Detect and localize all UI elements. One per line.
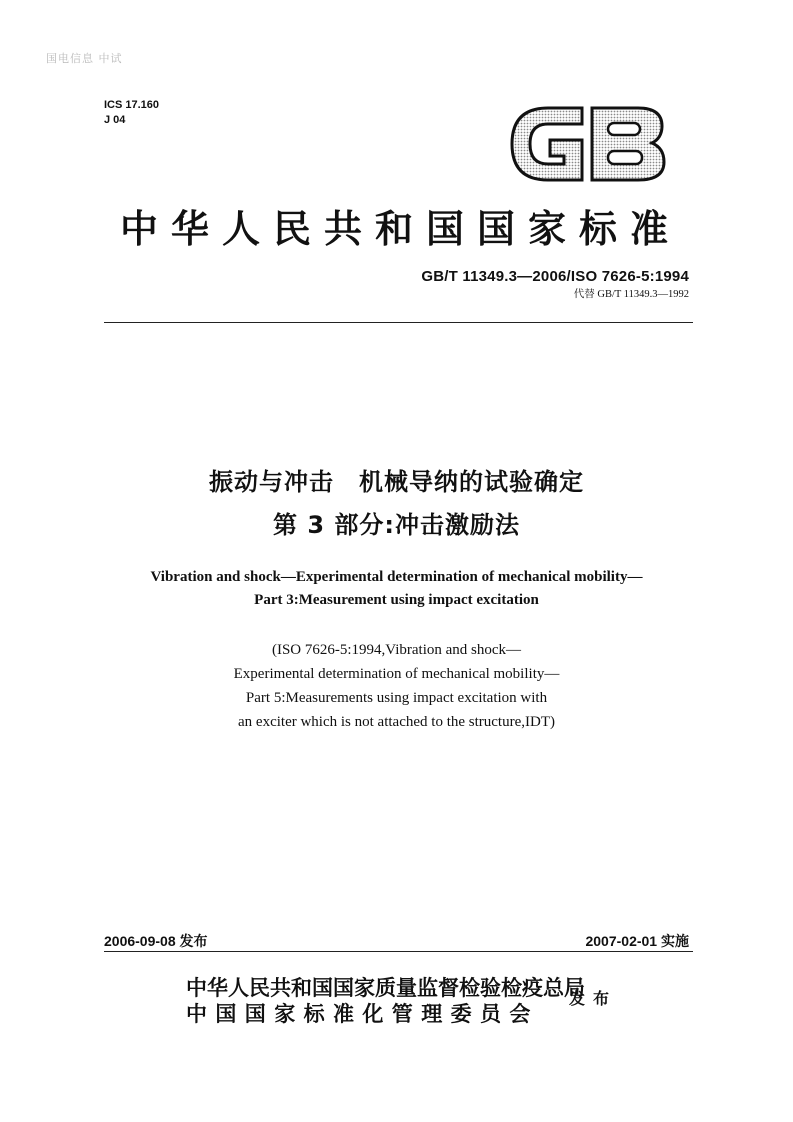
ccs-line: J 04	[104, 114, 126, 126]
ics-code	[104, 98, 159, 128]
title-cn-line1: 振动与冲击 机械导纳的试验确定	[209, 468, 584, 496]
standard-number: GB/T 11349.3—2006/ISO 7626-5:1994	[421, 268, 689, 285]
title-cn-line2: 第 3 部分:冲击激励法	[272, 511, 520, 539]
footer-divider	[104, 951, 693, 952]
publisher-1: 中华人民共和国国家质量监督检验检疫总局	[186, 975, 585, 1000]
publisher-2: 中国国家标准化管理委员会	[186, 1001, 539, 1026]
watermark-text: 国电信息 中试	[46, 52, 123, 65]
replaces-standard: 代替 GB/T 11349.3—1992	[573, 289, 689, 300]
iso-reference-line: an exciter which is not attached to the structure,IDT)	[238, 714, 555, 730]
iso-reference-line: Part 5:Measurements using impact excitation with	[245, 690, 548, 706]
publish-label: 发布	[569, 989, 618, 1008]
issue-date: 2006-09-08 发布	[104, 933, 208, 949]
title-en-line2: Part 3:Measurement using impact excitation	[254, 592, 539, 608]
standard-type-title: 中华人民共和国国家标准	[119, 206, 681, 251]
implementation-date: 2007-02-01 实施	[585, 933, 689, 949]
iso-reference-line: Experimental determination of mechanical mobility—	[233, 666, 560, 682]
ics-line: ICS 17.160	[104, 99, 160, 111]
header-divider	[104, 322, 693, 323]
iso-reference-line: (ISO 7626-5:1994,Vibration and shock—	[271, 642, 522, 658]
standard-number-block	[421, 268, 689, 301]
gb-logo	[508, 104, 666, 184]
title-en-line1: Vibration and shock—Experimental determination of mechanical mobility—	[150, 569, 643, 585]
iso-reference	[0, 638, 793, 734]
